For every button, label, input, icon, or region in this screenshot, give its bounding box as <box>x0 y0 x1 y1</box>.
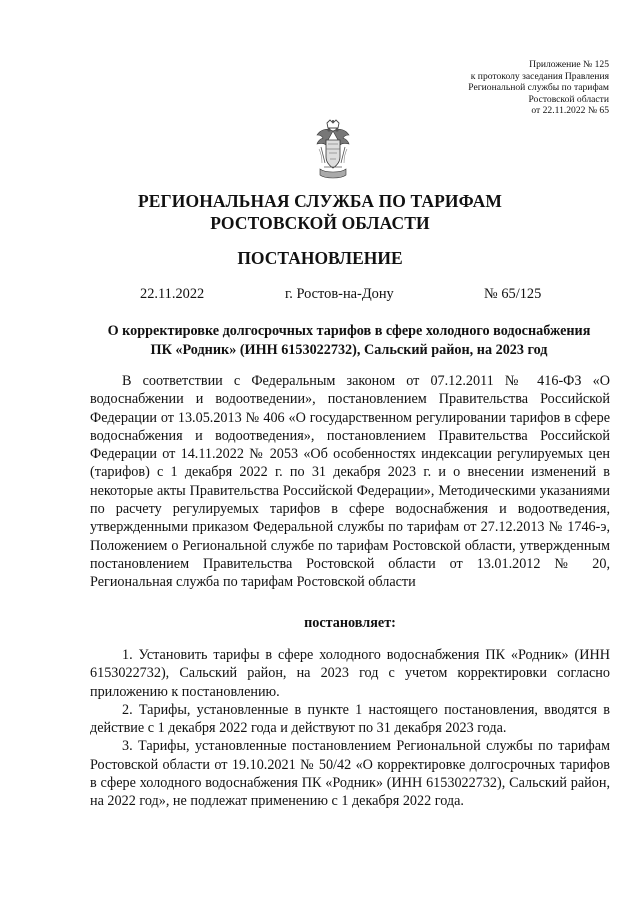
organization-title-line: РЕГИОНАЛЬНАЯ СЛУЖБА ПО ТАРИФАМ <box>137 191 502 211</box>
decides-heading: постановляет: <box>304 615 396 631</box>
annex-line: Ростовской области <box>528 93 609 105</box>
document-date: 22.11.2022 <box>140 286 205 302</box>
annex-line: от 22.11.2022 № 65 <box>531 105 609 117</box>
annex-line: Приложение № 125 <box>529 59 609 70</box>
annex-line: к протоколу заседания Правления <box>470 70 609 82</box>
document-subject <box>88 322 610 360</box>
preamble-paragraph: В соответствии с Федеральным законом от 07.12.2011 № 416-ФЗ «О водоснабжении и водоотведении», постановлением Правительства Российской Федерации от 13.05.2013 № 406 «О государственном регулировании тарифов в сфере водоснабжения и водоотведения», постановлением Правительства Российской Федерации от 14.11.2022 № 2053 «Об особенностях индексации регулируемых цен (тарифов) с 1 декабря 2022 г. по 31 декабря 2023 г. и о внесении изменений в некоторые акты Правительства Российской Федерации», Методическими указаниями по расчету регулируемых тарифов в сфере водоснабжения и водоотведения, утвержденными приказом Федеральной службы по тарифам от 27.12.2013 № 1746-э, Положением о Региональной службе по тарифам Ростовской области, утвержденным постановлением Правительства Ростовской области от 13.01.2012 № 20, Региональная служба по тарифам Ростовской области <box>90 373 610 591</box>
document-city: г. Ростов-на-Дону <box>285 286 394 302</box>
resolution-items <box>90 646 610 811</box>
subject-line: ПК «Родник» (ИНН 6153022732), Сальский район, на 2023 год <box>150 342 548 358</box>
subject-line: О корректировке долгосрочных тарифов в сфере холодного водоснабжения <box>107 323 591 339</box>
document-type: ПОСТАНОВЛЕНИЕ <box>237 248 403 268</box>
resolution-item: 2. Тарифы, установленные в пункте 1 настоящего постановления, вводятся в действие с 1 декабря 2022 года и действуют по 31 декабря 2023 года. <box>90 701 610 737</box>
document-number: № 65/125 <box>484 286 542 302</box>
resolution-item: 3. Тарифы, установленные постановлением Региональной службы по тарифам Ростовской области от 19.10.2021 № 50/42 «О корректировке долгосрочных тарифов в сфере холодного водоснабжения ПК «Родник» (ИНН 6153022732), Сальский район, на 2022 год», не подлежат применению с 1 декабря 2022 года. <box>90 738 610 810</box>
resolution-item: 1. Установить тарифы в сфере холодного водоснабжения ПК «Родник» (ИНН 6153022732), Сальский район, на 2023 год с учетом корректировки согласно приложению к постановлению. <box>90 647 610 700</box>
organization-title <box>0 190 640 234</box>
organization-title-line: РОСТОВСКОЙ ОБЛАСТИ <box>210 213 430 233</box>
annex-note <box>468 59 609 117</box>
rostov-coat-of-arms-icon <box>313 119 353 181</box>
annex-line: Региональной службы по тарифам <box>468 82 609 94</box>
